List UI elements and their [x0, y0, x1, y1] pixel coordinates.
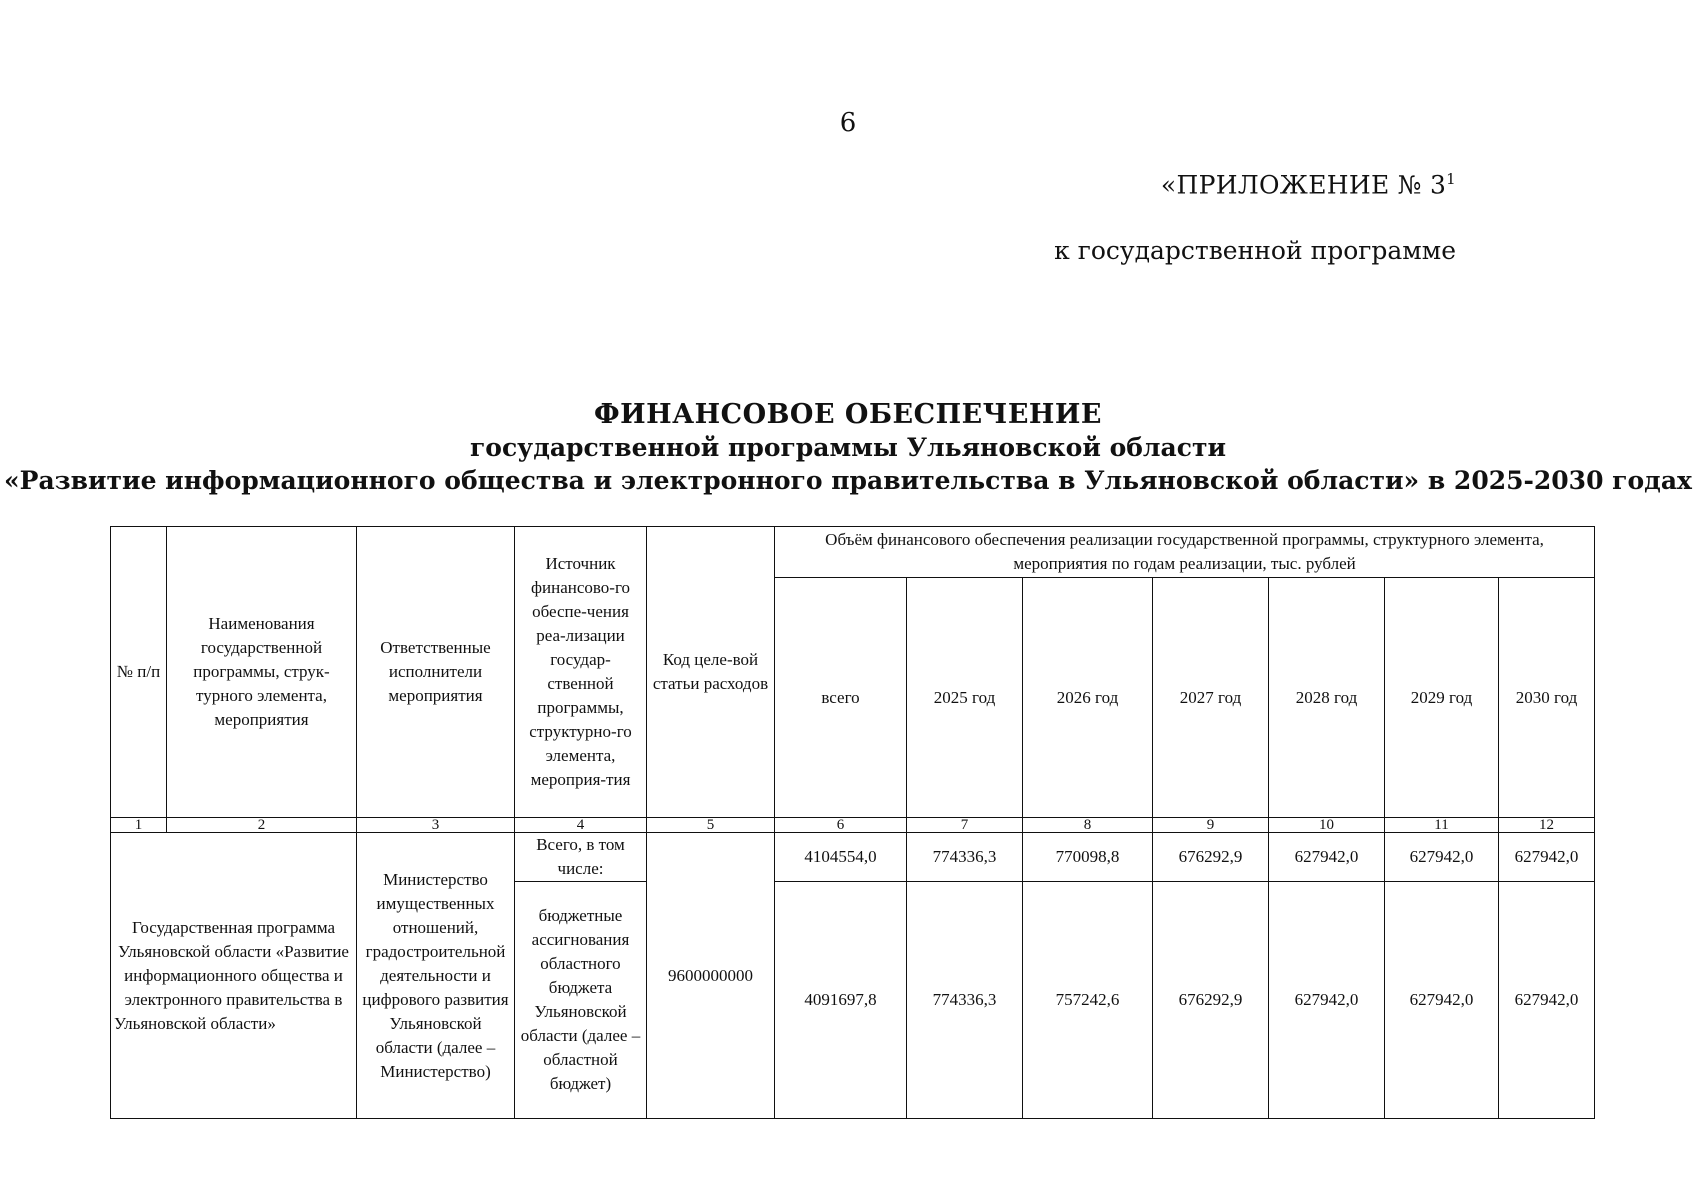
budget-2028: 627942,0 — [1269, 882, 1385, 1119]
column-number-row — [111, 818, 1595, 833]
budget-2030: 627942,0 — [1499, 882, 1595, 1119]
column-number: 12 — [1499, 818, 1595, 833]
column-number: 6 — [775, 818, 907, 833]
table-row-total — [111, 833, 1595, 882]
appendix-subtitle: к государственной программе — [1054, 236, 1456, 265]
appendix-label — [1161, 170, 1456, 199]
budget-2025: 774336,3 — [907, 882, 1023, 1119]
header-source: Источник финансово-го обеспе-чения реа-лизации государ-ственной программы, структурно-го элемента, мероприя-тия — [515, 527, 647, 818]
appendix-label-text: «ПРИЛОЖЕНИЕ № 3 — [1160, 170, 1447, 200]
total-2028: 627942,0 — [1269, 833, 1385, 882]
column-number: 9 — [1153, 818, 1269, 833]
header-2026: 2026 год — [1023, 578, 1153, 818]
page-number: 6 — [839, 108, 857, 138]
title-line-1: ФИНАНСОВОЕ ОБЕСПЕЧЕНИЕ — [593, 399, 1103, 430]
header-num: № п/п — [111, 527, 167, 818]
header-executors: Ответственные исполнители мероприятия — [357, 527, 515, 818]
column-number: 1 — [111, 818, 167, 833]
financing-table — [110, 526, 1595, 1119]
total-2030: 627942,0 — [1499, 833, 1595, 882]
column-number: 11 — [1385, 818, 1499, 833]
header-total: всего — [775, 578, 907, 818]
column-number: 5 — [647, 818, 775, 833]
total-2027: 676292,9 — [1153, 833, 1269, 882]
total-2026: 770098,8 — [1023, 833, 1153, 882]
column-number: 3 — [357, 818, 515, 833]
budget-2026: 757242,6 — [1023, 882, 1153, 1119]
source-total: Всего, в том числе: — [515, 833, 647, 882]
program-name: Государственная программа Ульяновской области «Развитие информационного общества и электронного правительства в Ульяновской области» — [111, 833, 357, 1119]
column-number: 7 — [907, 818, 1023, 833]
document-title — [0, 398, 1696, 497]
column-number: 8 — [1023, 818, 1153, 833]
header-name: Наименования государственной программы, струк-турного элемента, мероприятия — [167, 527, 357, 818]
program-code: 9600000000 — [647, 833, 775, 1119]
header-volume: Объём финансового обеспечения реализации государственной программы, структурного элемента, мероприятия по годам реализации, тыс. рублей — [775, 527, 1595, 578]
column-number: 2 — [167, 818, 357, 833]
title-line-3: «Развитие информационного общества и электронного правительства в Ульяновской области» в 2025-2030 годах — [4, 466, 1692, 495]
column-number: 10 — [1269, 818, 1385, 833]
header-code: Код целе-вой статьи расходов — [647, 527, 775, 818]
total-all: 4104554,0 — [775, 833, 907, 882]
column-number: 4 — [515, 818, 647, 833]
source-budget: бюджетные ассигнования областного бюджета Ульяновской области (далее – областной бюджет) — [515, 882, 647, 1119]
header-2027: 2027 год — [1153, 578, 1269, 818]
header-2029: 2029 год — [1385, 578, 1499, 818]
program-executor: Министерство имущественных отношений, градостроительной деятельности и цифрового развития Ульяновской области (далее – Министерство) — [357, 833, 515, 1119]
budget-all: 4091697,8 — [775, 882, 907, 1119]
header-2025: 2025 год — [907, 578, 1023, 818]
total-2029: 627942,0 — [1385, 833, 1499, 882]
header-2030: 2030 год — [1499, 578, 1595, 818]
title-line-2: государственной программы Ульяновской области — [469, 433, 1227, 462]
budget-2027: 676292,9 — [1153, 882, 1269, 1119]
appendix-superscript: 1 — [1446, 170, 1456, 188]
header-2028: 2028 год — [1269, 578, 1385, 818]
budget-2029: 627942,0 — [1385, 882, 1499, 1119]
total-2025: 774336,3 — [907, 833, 1023, 882]
header-row-1 — [111, 527, 1595, 578]
